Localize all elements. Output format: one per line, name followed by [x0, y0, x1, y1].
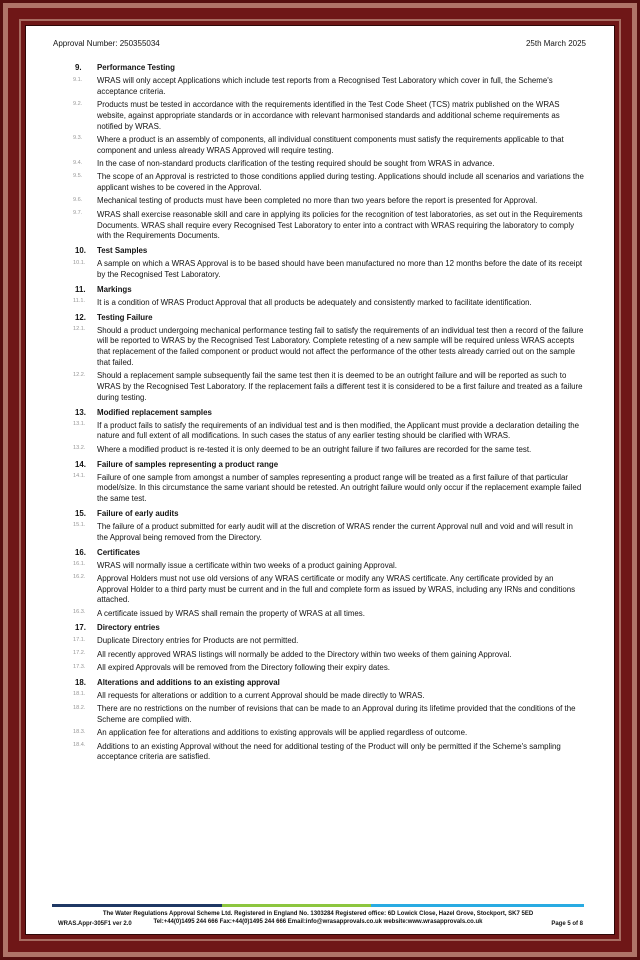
section-number: 10.: [75, 246, 86, 256]
section-title: Certificates: [97, 547, 140, 557]
footer-company-line: The Water Regulations Approval Scheme Ltd. Registered in England No. 1303284 Registered office: 6D Lowick Close, Hazel Grove, Stockport, SK7 5ED: [102, 910, 534, 917]
clause-text: Should a product undergoing mechanical performance testing fail to satisfy the requirements of an individual test then a record of the failure will be reported to WRAS by the Recognised Test Laboratory. Complete retesting of a new sample will be required unless WRAS accepts that replacement of the failed component or product would not affect the performance of the other tests already carried out on the sample that failed.: [97, 325, 584, 367]
section-number: 14.: [75, 459, 86, 469]
clause: [73, 650, 585, 661]
clause: [73, 445, 585, 456]
clause-number: 16.1.: [73, 561, 86, 567]
clause-text: WRAS will only accept Applications which include test reports from a Recognised Test Laboratory which cover in full, the Scheme's acceptance criteria.: [97, 76, 553, 96]
section-number: 16.: [75, 547, 86, 557]
section-heading: [75, 547, 585, 558]
frame-band: [8, 8, 632, 952]
clause-number: 18.2.: [73, 704, 86, 711]
clause-number: 18.1.: [73, 691, 86, 698]
clause: [73, 728, 585, 739]
section-number: 12.: [75, 312, 86, 322]
section-heading: [75, 407, 585, 418]
clause-number: 11.1.: [73, 298, 86, 305]
clause: [73, 574, 585, 606]
section-heading: [75, 622, 585, 633]
section-title: Test Samples: [97, 246, 148, 256]
clause-text: All requests for alterations or addition to a current Approval should be made directly to WRAS.: [97, 690, 425, 700]
frame-bevel-outer: [3, 3, 637, 957]
section-number: 9.: [75, 63, 82, 72]
clause-text: All recently approved WRAS listings will normally be added to the Directory within two weeks of them gaining Approval.: [97, 649, 512, 659]
footer-page-number: Page 5 of 8: [551, 921, 583, 927]
section-number: 18.: [75, 677, 86, 687]
clause: [73, 609, 585, 620]
clause-text: An application fee for alterations and additions to existing approvals will be applied regardless of outcome.: [97, 728, 468, 738]
clause-number: 9.5.: [73, 172, 83, 179]
clause-text: It is a condition of WRAS Product Approval that all products be adequately and consistently marked to facilitate identification.: [97, 297, 532, 307]
clause-text: WRAS will normally issue a certificate within two weeks of a product gaining Approval.: [97, 560, 397, 570]
section-heading: [75, 677, 585, 688]
clause: [73, 326, 585, 369]
clause: [73, 76, 585, 98]
clause: [73, 636, 585, 647]
clause: [73, 522, 585, 544]
section-title: Failure of early audits: [97, 508, 179, 518]
clause: [73, 196, 585, 207]
clause: [73, 159, 585, 170]
clause-number: 9.6.: [73, 196, 83, 203]
page-header: [53, 39, 586, 49]
frame-bevel-inner: [19, 19, 621, 941]
section-title: Directory entries: [97, 623, 160, 633]
section-title: Testing Failure: [97, 312, 153, 322]
clause: [73, 473, 585, 505]
clause-text: Mechanical testing of products must have been completed no more than two years before the report is presented for Approval.: [97, 196, 538, 206]
clause-number: 12.2.: [73, 371, 86, 378]
clause-number: 9.4.: [73, 159, 83, 166]
clause: [73, 298, 585, 309]
footer-bar-navy: [52, 904, 222, 907]
clause-number: 9.2.: [73, 100, 83, 107]
clause: [73, 135, 585, 157]
section-number: 11.: [75, 284, 86, 294]
clause-text: Additions to an existing Approval without the need for additional testing of the Product will only be permitted if the Scheme's sampling acceptance criteria are satisfied.: [97, 741, 561, 762]
section-heading: [75, 62, 585, 73]
section-title: Performance Testing: [97, 63, 175, 72]
clause: [73, 210, 585, 242]
clause-number: 14.1.: [73, 473, 86, 480]
clause: [73, 704, 585, 726]
clause: [73, 100, 585, 132]
clause-text: WRAS shall exercise reasonable skill and care in applying its policies for the recognition of test laboratories, as set out in the Requirements Documents. WRAS shall require every Recognised Test Laboratory to enter into a contract with WRAS requiring the laboratory to comply with the Requirements Documents.: [97, 209, 583, 241]
clause-text: The failure of a product submitted for early audit will at the discretion of WRAS render the current Approval null and void and will result in the Approval being removed from the Directory.: [97, 521, 573, 542]
clause-text: There are no restrictions on the number of revisions that can be made to an Approval during its lifetime provided that the conditions of the Scheme are complied with.: [97, 704, 576, 724]
section-number: 15.: [75, 508, 86, 518]
document-page: [25, 25, 615, 935]
clause-number: 17.1.: [73, 636, 86, 643]
clause-text: Products must be tested in accordance with the requirements identified in the Test Code Sheet (TCS) matrix published on the WRAS website, against appropriate standards or in accordance with relevant harmonised standards and additional scheme requirements as notified by WRAS.: [97, 100, 560, 131]
clause-text: All expired Approvals will be removed from the Directory following their expiry dates.: [97, 663, 390, 673]
clause-number: 13.2.: [73, 445, 86, 452]
clause-number: 17.3.: [73, 663, 86, 670]
footer-contact-line: Tel:+44(0)1495 244 666 Fax:+44(0)1495 244 666 Email:info@wrasapprovals.co.uk website:www.wrasapprovals.co.uk: [153, 919, 483, 926]
section-heading: [75, 284, 585, 295]
section-heading: [75, 459, 585, 470]
clause-number: 15.1.: [73, 522, 86, 529]
footer-color-bar: [52, 904, 584, 907]
clause-number: 9.7.: [73, 210, 83, 217]
clause-number: 18.4.: [73, 742, 86, 749]
clause: [73, 663, 585, 674]
clause: [73, 742, 585, 764]
clause-text: Where a product is an assembly of components, all individual constituent components must satisfy the requirements applicable to that component and unless already WRAS Approved will require testing.: [97, 134, 564, 155]
footer-bar-cyan: [371, 904, 584, 907]
clause-number: 18.3.: [73, 728, 86, 735]
document-body: [73, 59, 585, 766]
clause: [73, 561, 585, 572]
clause-number: 13.1.: [73, 421, 86, 428]
clause-number: 10.1.: [73, 259, 86, 266]
clause-number: 16.3.: [73, 609, 86, 616]
page-footer: [52, 904, 584, 927]
frame-inner: [21, 21, 619, 939]
clause-text: Approval Holders must not use old versions of any WRAS certificate or modify any WRAS certificate. Any certificate provided by an Approval Holder to a third party must be current and in the full and complete form as issued by WRAS, including any IRNs and conditions attached.: [97, 573, 576, 605]
footer-version: WRAS.Appr-305F1 ver 2.0: [58, 921, 132, 927]
section-title: Modified replacement samples: [97, 407, 212, 417]
section-title: Failure of samples representing a product range: [97, 459, 279, 469]
clause-number: 16.2.: [73, 574, 86, 581]
clause: [73, 691, 585, 702]
section-heading: [75, 312, 585, 323]
clause-text: A sample on which a WRAS Approval is to be based should have been manufactured no more than 12 months before the date of its receipt by the Recognised Test Laboratory.: [97, 259, 583, 279]
clause: [73, 371, 585, 403]
section-heading: [75, 245, 585, 256]
clause: [73, 421, 585, 443]
clause-number: 17.2.: [73, 650, 86, 657]
clause: [73, 172, 585, 194]
clause-number: 9.3.: [73, 135, 83, 142]
clause-number: 12.1.: [73, 326, 86, 333]
section-title: Alterations and additions to an existing approval: [97, 677, 280, 687]
section-number: 17.: [75, 623, 86, 633]
approval-number: Approval Number: 250355034: [53, 39, 160, 48]
footer-bar-green: [222, 904, 371, 907]
section-heading: [75, 508, 585, 519]
clause: [73, 259, 585, 281]
clause-text: A certificate issued by WRAS shall remain the property of WRAS at all times.: [97, 608, 365, 618]
clause-text: Should a replacement sample subsequently fail the same test then it is deemed to be an outright failure and will be reported as such to WRAS by the Recognised Test Laboratory. If the replacement fails a different test it is considered to be a first failure and treated as a failure during testing.: [97, 371, 583, 402]
clause-number: 9.1.: [73, 76, 83, 83]
clause-text: In the case of non-standard products clarification of the testing required should be sought from WRAS in advance.: [97, 159, 495, 169]
clause-text: Duplicate Directory entries for Products are not permitted.: [97, 636, 299, 646]
clause-text: The scope of an Approval is restricted to those conditions applied during testing. Applications should include all scenarios and variations the applicant wishes to be covered in the Approval.: [97, 172, 584, 193]
clause-text: Failure of one sample from amongst a number of samples representing a product range will be treated as a first failure of that particular model/size. In this circumstance the same variant should be retested. An outright failure would only occur if the replacement example failed the same test.: [97, 472, 582, 504]
section-title: Markings: [97, 284, 132, 294]
section-number: 13.: [75, 407, 86, 417]
clause-text: Where a modified product is re-tested it is only deemed to be an outright failure if two failures are recorded for the same test.: [97, 444, 532, 454]
document-date: 25th March 2025: [525, 39, 586, 48]
clause-text: If a product fails to satisfy the requirements of an individual test and is then modified, the Applicant must provide a declaration detailing the nature and full extent of all modifications. In such cases the status of any earlier testing should be clarified with WRAS.: [97, 420, 580, 441]
